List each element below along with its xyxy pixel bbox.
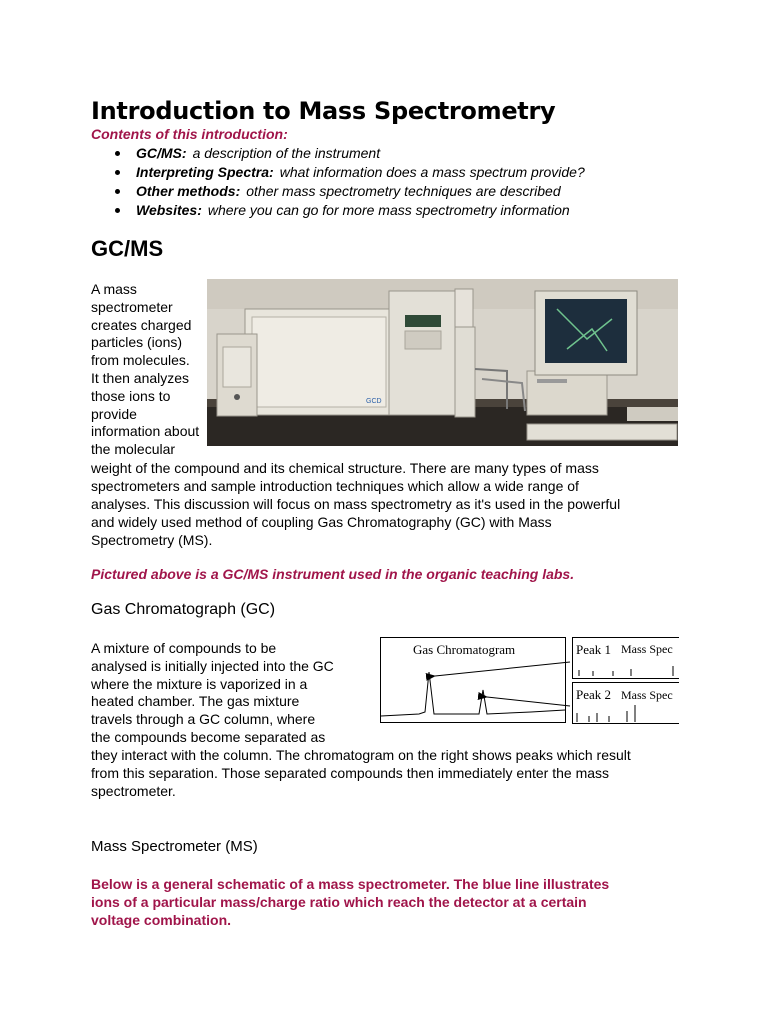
mass-spec-peak2-box [572,682,679,724]
gcms-heading: GC/MS [91,236,164,261]
list-item[interactable] [112,201,585,220]
contents-term: Other methods: [136,183,241,199]
contents-desc: a description of the instrument [192,145,381,161]
text-line: information about [91,423,200,440]
chromatogram-label: Gas Chromatogram [413,642,516,657]
text-line: A mixture of compounds to be [91,640,277,656]
gc-text [91,639,361,746]
text-line: from molecules. [91,352,190,369]
bullet-icon [115,189,120,194]
ms-heading: Mass Spectrometer (MS) [91,838,258,855]
photo-brand-text: GCD [366,398,382,405]
text-line: and widely used method of coupling Gas Chromatography (GC) with Mass [91,514,552,530]
ms-schematic-intro [91,875,691,929]
text-line: weight of the compound and its chemical structure. There are many types of mass [91,460,599,476]
text-line: travels through a GC column, where [91,711,316,728]
gcms-intro-continued [91,459,681,549]
peak1-label: Peak 1 [576,642,612,657]
contents-desc: other mass spectrometry techniques are described [246,183,561,199]
text-line: where the mixture is vaporized in a [91,675,308,692]
contents-list [112,144,585,220]
peak2-label: Peak 2 [576,687,612,702]
text-line: ions of a particular mass/charge ratio which reach the detector at a certain [91,894,587,910]
text-line: provide [91,405,137,422]
contents-term: Websites: [136,202,202,218]
contents-desc: what information does a mass spectrum provide? [279,164,585,180]
bullet-icon [115,151,120,156]
gcms-intro-text [91,280,209,458]
bullet-icon [115,170,120,175]
list-item[interactable] [112,163,585,182]
text-line: the compounds become separated as [91,728,326,745]
mass-spec-label: Mass Spec [621,642,673,656]
bullet-icon [115,208,120,213]
contents-term: Interpreting Spectra: [136,164,274,180]
text-line: spectrometer. [91,783,176,799]
gc-heading: Gas Chromatograph (GC) [91,601,276,618]
text-line: Below is a general schematic of a mass spectrometer. The blue line illustrates [91,876,610,892]
page-title: Introduction to Mass Spectrometry [91,97,556,125]
text-line: the molecular [91,441,176,458]
text-line: A mass [91,281,137,297]
photo-caption: Pictured above is a GC/MS instrument used in the organic teaching labs. [91,566,575,582]
text-line: spectrometers and sample introduction techniques which allow a wide range of [91,478,579,494]
text-line: those ions to [91,387,171,404]
gcms-instrument-photo [207,279,678,446]
text-line: heated chamber. The gas mixture [91,693,300,710]
text-line: particles (ions) [91,334,183,351]
text-line: Spectrometry (MS). [91,532,213,548]
text-line: It then analyzes [91,369,190,386]
contents-desc: where you can go for more mass spectrometry information [207,202,570,218]
text-line: from this separation. Those separated compounds then immediately enter the mass [91,765,610,781]
text-line: analyses. This discussion will focus on mass spectrometry as it's used in the powerful [91,496,621,512]
text-line: voltage combination. [91,912,232,928]
text-line: they interact with the column. The chromatogram on the right shows peaks which result [91,747,631,763]
gc-text-continued [91,746,681,800]
contents-term: GC/MS: [136,145,187,161]
contents-heading: Contents of this introduction: [91,126,288,142]
chromatogram-trace [381,672,565,716]
list-item[interactable] [112,182,585,201]
list-item[interactable] [112,144,585,163]
mass-spec-label: Mass Spec [621,688,673,702]
mass-spec-peak1-box [572,637,679,679]
text-line: analysed is initially injected into the GC [91,657,334,674]
text-line: creates charged [91,316,192,333]
chromatogram-figure [380,637,566,723]
text-line: spectrometer [91,298,173,315]
